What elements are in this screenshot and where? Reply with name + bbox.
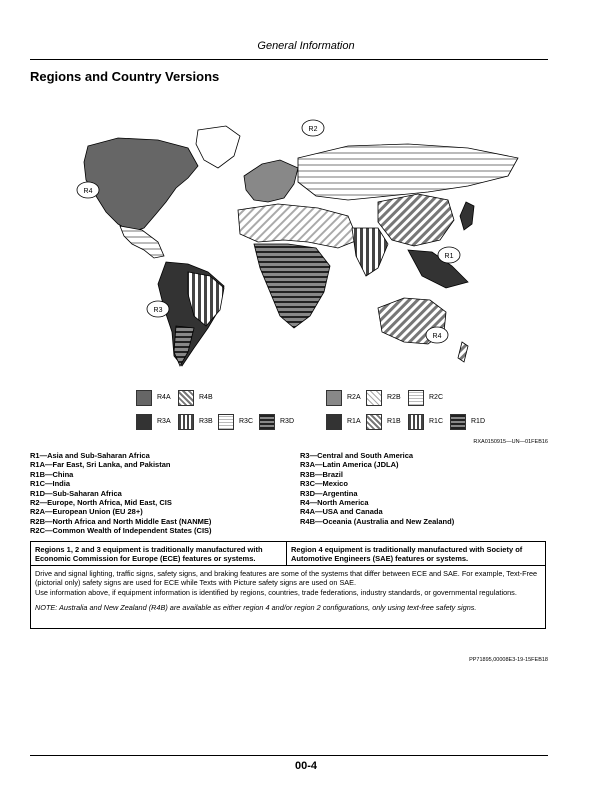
- callout-r3: [147, 301, 169, 317]
- legend-swatch-r1d: [450, 414, 466, 430]
- region-cis: [298, 144, 518, 200]
- legend-label-r3c: R3C: [239, 418, 254, 425]
- region-def: R3—Central and South America: [300, 451, 414, 460]
- region-def: R4—North America: [300, 498, 369, 508]
- svg-text:R3: R3: [153, 307, 163, 314]
- map-legend: [0, 388, 612, 436]
- region-def: R1C—India: [30, 479, 71, 489]
- table-paragraph: Use information above, if equipment information is identified by regions, countries, trade federations, industry standards, or governmental regulations.: [35, 587, 517, 597]
- region-north-america: [84, 138, 198, 232]
- legend-swatch-r1c: [408, 414, 424, 430]
- region-sub-saharan-africa: [254, 244, 330, 328]
- region-china: [378, 194, 454, 246]
- world-region-map: [48, 116, 528, 384]
- callout-r1: [438, 247, 460, 263]
- table-note: NOTE: Australia and New Zealand (R4B) are available as either region 4 and/or region 2 configurations, only using text-free safety signs.: [35, 603, 477, 613]
- legend-swatch-r4b: [178, 390, 194, 406]
- callout-r4-oceania: [426, 327, 448, 343]
- legend-label-r2b: R2B: [387, 394, 401, 401]
- region-def: R3A—Latin America (JDLA): [300, 460, 399, 470]
- region-def: R2A—European Union (EU 28+): [30, 507, 143, 517]
- region-india: [352, 228, 388, 276]
- legend-label-r1d: R1D: [471, 418, 486, 425]
- region-def: R1—Asia and Sub-Saharan Africa: [30, 451, 150, 460]
- legend-label-r4b: R4B: [199, 394, 213, 401]
- running-header: General Information: [257, 40, 355, 52]
- table-body: [35, 569, 541, 613]
- legend-swatch-r2c: [408, 390, 424, 406]
- legend-swatch-r1b: [366, 414, 382, 430]
- svg-text:R4: R4: [432, 333, 442, 340]
- region-def: R4A—USA and Canada: [300, 507, 383, 517]
- region-new-zealand: [458, 342, 468, 362]
- legend-swatch-r3a: [136, 414, 152, 430]
- legend-label-r3a: R3A: [157, 418, 171, 425]
- equipment-standards-table: [30, 541, 546, 629]
- document-id: PP71895,00008E3-19-15FEB18: [469, 657, 548, 663]
- callout-r2: [302, 120, 324, 136]
- legend-swatch-r3b: [178, 414, 194, 430]
- region-def: R1A—Far East, Sri Lanka, and Pakistan: [30, 460, 171, 470]
- header-rule: [30, 59, 548, 60]
- legend-label-r1c: R1C: [429, 418, 444, 425]
- region-list-left: [30, 451, 212, 536]
- region-mexico: [120, 226, 164, 258]
- svg-text:R2: R2: [308, 126, 318, 133]
- callout-r4-north: [77, 182, 99, 198]
- region-def: R2C—Common Wealth of Independent States (CIS): [30, 526, 212, 536]
- footer-rule: [30, 755, 548, 756]
- region-europe: [244, 160, 298, 202]
- table-paragraph: Drive and signal lighting, traffic signs, safety signs, and braking features are some of the systems that differ between ECE and SAE. For example, Text-Free (pictorial only) safety signs are used for ECE while Texts with Picture safety signs are used on SAE.: [35, 569, 538, 588]
- legend-label-r3d: R3D: [280, 418, 295, 425]
- region-greenland: [196, 126, 240, 168]
- region-def: R4B—Oceania (Australia and New Zealand): [300, 516, 455, 526]
- legend-label-r3b: R3B: [199, 418, 213, 425]
- region-nanme: [238, 204, 358, 248]
- legend-label-r1a: R1A: [347, 418, 361, 425]
- legend-swatch-r2a: [326, 390, 342, 406]
- region-def: R2B—North Africa and North Middle East (NANME): [30, 516, 212, 526]
- legend-swatch-r4a: [136, 390, 152, 406]
- svg-text:R1: R1: [444, 253, 454, 260]
- legend-label-r4a: R4A: [157, 394, 171, 401]
- legend-label-r1b: R1B: [387, 418, 401, 425]
- table-header-sae: Region 4 equipment is traditionally manufactured with Society of Automotive Engineers (SAE) features or systems.: [287, 542, 545, 566]
- page-title: Regions and Country Versions: [30, 69, 220, 84]
- region-def: R3D—Argentina: [300, 488, 358, 498]
- page-number: 00-4: [294, 760, 318, 772]
- legend-swatch-r1a: [326, 414, 342, 430]
- legend-swatch-r3c: [218, 414, 234, 430]
- legend-swatch-r3d: [259, 414, 275, 430]
- legend-label-r2c: R2C: [429, 394, 444, 401]
- legend-swatch-r2b: [366, 390, 382, 406]
- region-japan: [460, 202, 474, 230]
- region-def: R3B—Brazil: [300, 469, 343, 479]
- figure-credit: RXA0150915—UN—01FEB16: [473, 439, 548, 445]
- region-def: R1D—Sub-Saharan Africa: [30, 488, 122, 498]
- region-def: R1B—China: [30, 469, 74, 479]
- legend-label-r2a: R2A: [347, 394, 361, 401]
- region-def: R3C—Mexico: [300, 479, 348, 489]
- svg-text:R4: R4: [83, 188, 93, 195]
- region-def: R2—Europe, North Africa, Mid East, CIS: [30, 498, 172, 508]
- region-list-right: [300, 451, 454, 526]
- table-header-ece: Regions 1, 2 and 3 equipment is traditionally manufactured with Economic Commission for Europe (ECE) features or systems.: [31, 542, 287, 566]
